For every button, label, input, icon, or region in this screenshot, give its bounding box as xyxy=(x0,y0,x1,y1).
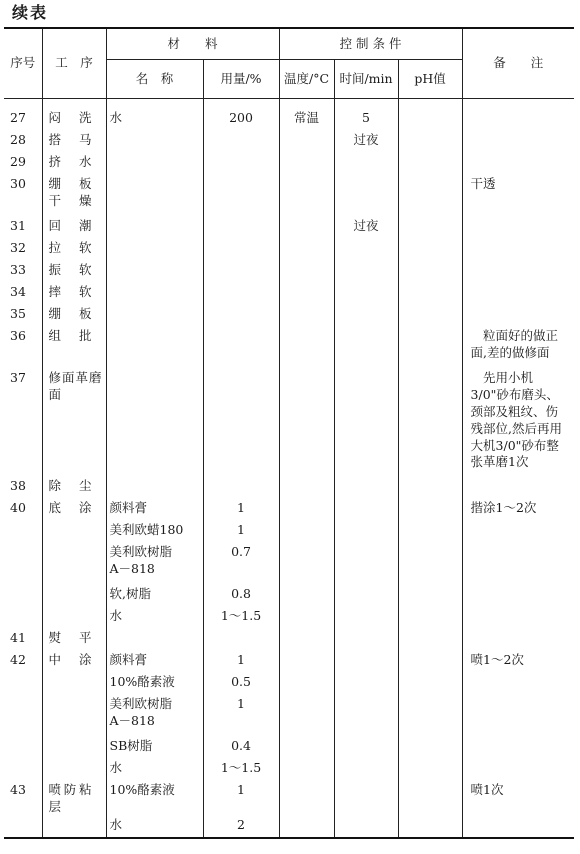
cell-ph xyxy=(398,585,462,607)
cell-dosage xyxy=(203,327,279,369)
cell-temperature xyxy=(279,737,334,759)
cell-note: 干透 xyxy=(462,175,574,217)
cell-no: 34 xyxy=(10,284,26,299)
cell-process: 除 尘 xyxy=(42,477,106,499)
table-row xyxy=(4,131,574,153)
cell-ph xyxy=(398,521,462,543)
cell-ph xyxy=(398,283,462,305)
cell-time xyxy=(334,239,398,261)
cell-material-name: SB树脂 xyxy=(106,737,203,759)
table-caption: 续表 xyxy=(12,3,49,22)
table-row xyxy=(4,781,574,816)
cell-process xyxy=(42,816,106,838)
table-row xyxy=(4,759,574,781)
table-row xyxy=(4,816,574,838)
table-row xyxy=(4,369,574,477)
cell-ph xyxy=(398,153,462,175)
cell-temperature xyxy=(279,369,334,477)
cell-time: 过夜 xyxy=(334,131,398,153)
table-row xyxy=(4,543,574,585)
cell-time: 过夜 xyxy=(334,217,398,239)
cell-temperature xyxy=(279,153,334,175)
cell-process xyxy=(42,737,106,759)
header-control-group: 控 制 条 件 xyxy=(279,28,462,60)
cell-material-name: 水 xyxy=(106,816,203,838)
cell-no: 35 xyxy=(10,306,26,321)
cell-note xyxy=(462,477,574,499)
cell-temperature xyxy=(279,543,334,585)
table-row xyxy=(4,607,574,629)
cell-ph xyxy=(398,477,462,499)
cell-ph xyxy=(398,239,462,261)
cell-process: 中 涂 xyxy=(42,651,106,673)
cell-temperature xyxy=(279,651,334,673)
cell-process: 喷防粘层 xyxy=(42,781,106,816)
cell-dosage xyxy=(203,477,279,499)
cell-ph xyxy=(398,607,462,629)
table-body xyxy=(4,99,574,838)
cell-process xyxy=(42,521,106,543)
cell-no: 30 xyxy=(10,176,26,191)
table-spacer-row xyxy=(4,99,574,110)
cell-ph xyxy=(398,695,462,737)
cell-material-name xyxy=(106,477,203,499)
header-process: 工 序 xyxy=(42,28,106,99)
table-row xyxy=(4,239,574,261)
cell-ph xyxy=(398,327,462,369)
cell-ph xyxy=(398,781,462,816)
table-row xyxy=(4,673,574,695)
cell-material-name: 美利欧树脂 A－818 xyxy=(106,695,203,737)
table-row xyxy=(4,477,574,499)
cell-time xyxy=(334,521,398,543)
cell-note xyxy=(462,629,574,651)
cell-temperature xyxy=(279,305,334,327)
header-time: 时间/min xyxy=(334,60,398,99)
cell-time xyxy=(334,759,398,781)
cell-time xyxy=(334,175,398,217)
cell-no xyxy=(4,673,42,695)
cell-no xyxy=(4,607,42,629)
cell-no xyxy=(4,737,42,759)
cell-process: 组 批 xyxy=(42,327,106,369)
cell-time xyxy=(334,585,398,607)
header-no: 序号 xyxy=(4,28,42,99)
cell-dosage: 1 xyxy=(203,695,279,737)
cell-temperature xyxy=(279,283,334,305)
cell-dosage: 1 xyxy=(203,499,279,521)
cell-dosage: 2 xyxy=(203,816,279,838)
cell-time xyxy=(334,673,398,695)
process-table xyxy=(4,27,574,839)
cell-temperature xyxy=(279,131,334,153)
cell-note xyxy=(462,816,574,838)
cell-no: 28 xyxy=(10,132,26,147)
cell-ph xyxy=(398,305,462,327)
header-material-name: 名 称 xyxy=(106,60,203,99)
table-row xyxy=(4,261,574,283)
cell-material-name: 10%酪素液 xyxy=(106,673,203,695)
cell-no: 42 xyxy=(10,652,26,667)
cell-no: 38 xyxy=(10,478,26,493)
cell-material-name xyxy=(106,283,203,305)
cell-material-name xyxy=(106,369,203,477)
cell-time xyxy=(334,695,398,737)
table-row xyxy=(4,521,574,543)
cell-dosage: 1～1.5 xyxy=(203,759,279,781)
cell-process: 摔 软 xyxy=(42,283,106,305)
table-row xyxy=(4,109,574,131)
cell-note xyxy=(462,543,574,585)
table-row xyxy=(4,629,574,651)
cell-process xyxy=(42,585,106,607)
cell-no: 37 xyxy=(10,370,26,385)
cell-no: 27 xyxy=(10,110,26,125)
cell-no xyxy=(4,695,42,737)
cell-process: 挤 水 xyxy=(42,153,106,175)
cell-ph xyxy=(398,651,462,673)
cell-process: 修面革磨面 xyxy=(42,369,106,477)
cell-note xyxy=(462,153,574,175)
table-row xyxy=(4,153,574,175)
cell-time: 5 xyxy=(334,109,398,131)
cell-material-name xyxy=(106,131,203,153)
cell-no xyxy=(4,816,42,838)
cell-ph xyxy=(398,217,462,239)
cell-ph xyxy=(398,131,462,153)
cell-dosage: 0.8 xyxy=(203,585,279,607)
cell-material-name xyxy=(106,175,203,217)
cell-note xyxy=(462,131,574,153)
cell-ph xyxy=(398,629,462,651)
cell-note xyxy=(462,759,574,781)
cell-time xyxy=(334,607,398,629)
cell-material-name xyxy=(106,217,203,239)
cell-material-name xyxy=(106,239,203,261)
cell-no: 33 xyxy=(10,262,26,277)
table-row xyxy=(4,305,574,327)
cell-note xyxy=(462,585,574,607)
cell-temperature xyxy=(279,521,334,543)
cell-process xyxy=(42,673,106,695)
cell-temperature xyxy=(279,816,334,838)
cell-note: 喷1～2次 xyxy=(462,651,574,673)
table-row xyxy=(4,651,574,673)
table-row xyxy=(4,695,574,737)
cell-material-name xyxy=(106,629,203,651)
cell-dosage xyxy=(203,153,279,175)
cell-dosage: 0.7 xyxy=(203,543,279,585)
cell-no: 41 xyxy=(10,630,26,645)
cell-dosage xyxy=(203,175,279,217)
cell-material-name: 美利欧蜡180 xyxy=(106,521,203,543)
cell-process: 绷 板 干 燥 xyxy=(42,175,106,217)
cell-material-name: 水 xyxy=(106,109,203,131)
cell-process xyxy=(42,695,106,737)
cell-dosage: 0.5 xyxy=(203,673,279,695)
cell-time xyxy=(334,816,398,838)
cell-temperature xyxy=(279,239,334,261)
cell-no xyxy=(4,585,42,607)
cell-no: 32 xyxy=(10,240,26,255)
cell-time xyxy=(334,629,398,651)
cell-temperature xyxy=(279,217,334,239)
cell-no: 36 xyxy=(10,328,26,343)
cell-material-name: 水 xyxy=(106,759,203,781)
cell-time xyxy=(334,153,398,175)
cell-ph xyxy=(398,261,462,283)
cell-note: 粒面好的做正面,差的做修面 xyxy=(462,327,574,369)
cell-dosage: 1～1.5 xyxy=(203,607,279,629)
cell-ph xyxy=(398,816,462,838)
cell-temperature xyxy=(279,607,334,629)
header-ph: pH值 xyxy=(398,60,462,99)
cell-dosage: 1 xyxy=(203,781,279,816)
cell-no: 40 xyxy=(10,500,26,515)
cell-ph xyxy=(398,737,462,759)
cell-process: 回 潮 xyxy=(42,217,106,239)
table-row xyxy=(4,585,574,607)
cell-process: 闷 洗 xyxy=(42,109,106,131)
cell-note: 先用小机3/0"砂布磨头、颈部及粗纹、伤残部位,然后再用大机3/0"砂布整张革磨1次 xyxy=(462,369,574,477)
cell-temperature xyxy=(279,695,334,737)
cell-note xyxy=(462,109,574,131)
cell-process: 熨 平 xyxy=(42,629,106,651)
cell-ph xyxy=(398,543,462,585)
cell-material-name: 软,树脂 xyxy=(106,585,203,607)
cell-dosage: 1 xyxy=(203,651,279,673)
cell-ph xyxy=(398,109,462,131)
cell-note xyxy=(462,239,574,261)
cell-no: 31 xyxy=(10,218,26,233)
cell-time xyxy=(334,327,398,369)
cell-time xyxy=(334,781,398,816)
header-temperature: 温度/°C xyxy=(279,60,334,99)
cell-no xyxy=(4,759,42,781)
cell-dosage xyxy=(203,283,279,305)
cell-ph xyxy=(398,175,462,217)
cell-time xyxy=(334,737,398,759)
cell-temperature xyxy=(279,477,334,499)
cell-ph xyxy=(398,369,462,477)
cell-time xyxy=(334,651,398,673)
cell-note xyxy=(462,521,574,543)
table-row xyxy=(4,737,574,759)
cell-no: 29 xyxy=(10,154,26,169)
cell-material-name: 美利欧树脂 A－818 xyxy=(106,543,203,585)
cell-no xyxy=(4,521,42,543)
cell-temperature xyxy=(279,673,334,695)
table-row xyxy=(4,217,574,239)
cell-note: 揩涂1～2次 xyxy=(462,499,574,521)
cell-dosage xyxy=(203,369,279,477)
header-dosage: 用量/% xyxy=(203,60,279,99)
cell-time xyxy=(334,499,398,521)
cell-ph xyxy=(398,759,462,781)
header-note: 备 注 xyxy=(462,28,574,99)
cell-note xyxy=(462,217,574,239)
cell-note xyxy=(462,283,574,305)
cell-note xyxy=(462,695,574,737)
cell-dosage: 1 xyxy=(203,521,279,543)
cell-material-name xyxy=(106,327,203,369)
cell-time xyxy=(334,283,398,305)
cell-note xyxy=(462,737,574,759)
cell-dosage: 200 xyxy=(203,109,279,131)
cell-temperature xyxy=(279,327,334,369)
cell-temperature xyxy=(279,781,334,816)
cell-dosage xyxy=(203,261,279,283)
cell-no xyxy=(4,543,42,585)
cell-note xyxy=(462,305,574,327)
cell-dosage xyxy=(203,629,279,651)
cell-note xyxy=(462,261,574,283)
header-material-group: 材 料 xyxy=(106,28,279,60)
cell-process xyxy=(42,759,106,781)
cell-temperature: 常温 xyxy=(279,109,334,131)
cell-temperature xyxy=(279,585,334,607)
cell-time xyxy=(334,543,398,585)
cell-process: 搭 马 xyxy=(42,131,106,153)
cell-note: 喷1次 xyxy=(462,781,574,816)
cell-temperature xyxy=(279,175,334,217)
cell-temperature xyxy=(279,759,334,781)
cell-process xyxy=(42,607,106,629)
cell-process: 振 软 xyxy=(42,261,106,283)
cell-temperature xyxy=(279,261,334,283)
table-row xyxy=(4,327,574,369)
cell-material-name xyxy=(106,305,203,327)
cell-note xyxy=(462,607,574,629)
cell-ph xyxy=(398,499,462,521)
cell-temperature xyxy=(279,499,334,521)
table-row xyxy=(4,283,574,305)
cell-material-name: 水 xyxy=(106,607,203,629)
cell-time xyxy=(334,477,398,499)
cell-time xyxy=(334,369,398,477)
cell-dosage xyxy=(203,131,279,153)
table-row xyxy=(4,499,574,521)
cell-no: 43 xyxy=(10,782,26,797)
cell-material-name: 颜料膏 xyxy=(106,651,203,673)
cell-material-name xyxy=(106,153,203,175)
cell-process: 拉 软 xyxy=(42,239,106,261)
cell-material-name xyxy=(106,261,203,283)
table-row xyxy=(4,175,574,217)
cell-ph xyxy=(398,673,462,695)
cell-note xyxy=(462,673,574,695)
cell-dosage xyxy=(203,305,279,327)
cell-time xyxy=(334,305,398,327)
cell-material-name: 颜料膏 xyxy=(106,499,203,521)
cell-temperature xyxy=(279,629,334,651)
cell-process xyxy=(42,543,106,585)
cell-material-name: 10%酪素液 xyxy=(106,781,203,816)
cell-dosage: 0.4 xyxy=(203,737,279,759)
cell-dosage xyxy=(203,217,279,239)
cell-process: 绷 板 xyxy=(42,305,106,327)
cell-time xyxy=(334,261,398,283)
table-header xyxy=(4,28,574,99)
cell-dosage xyxy=(203,239,279,261)
cell-process: 底 涂 xyxy=(42,499,106,521)
